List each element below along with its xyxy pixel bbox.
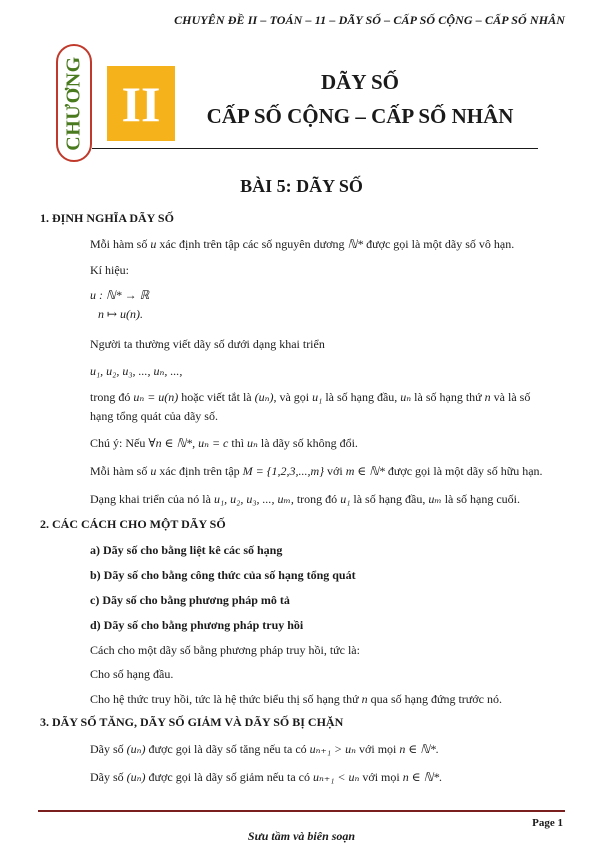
expansion-intro: Người ta thường viết dãy số dưới dạng khai triển: [90, 337, 325, 351]
chapter-badge-label: CHƯƠNG: [62, 55, 85, 151]
section-1-heading: 1. ĐỊNH NGHĨA DÃY SỐ: [40, 211, 174, 225]
notation-label: Kí hiệu:: [90, 263, 129, 277]
page-number: Page 1: [532, 817, 563, 829]
recursive-intro: Cách cho một dãy số bằng phương pháp truy hồi, tức là:: [90, 643, 360, 657]
chapter-numeral: II: [121, 75, 161, 132]
mapping-line-1: u : ℕ* → ℝ: [90, 288, 150, 302]
chapter-numeral-box: [107, 66, 175, 141]
section-2-heading: 2. CÁC CÁCH CHO MỘT DÃY SỐ: [40, 517, 226, 531]
constant-sequence-note: Chú ý: Nếu ∀n ∈ ℕ*, uₙ = c thì uₙ là dãy số không đổi.: [90, 436, 358, 450]
method-d: d) Dãy số cho bằng phương pháp truy hồi: [90, 618, 304, 632]
finite-sequence-definition: Mỗi hàm số u xác định trên tập M = {1,2,3,...,m} với m ∈ ℕ* được gọi là một dãy số hữu hạn.: [90, 464, 543, 478]
chapter-divider: [92, 148, 538, 149]
term-description-line-1: trong đó uₙ = u(n) hoặc viết tắt là (uₙ), và gọi u₁ là số hạng đầu, uₙ là số hạng thứ n và là số: [90, 390, 531, 404]
finite-expansion-form: Dạng khai triển của nó là u₁, u₂, u₃, ..., uₘ, trong đó u₁ là số hạng đầu, uₘ là số hạng cuối.: [90, 492, 521, 506]
increasing-definition: Dãy số (uₙ) được gọi là dãy số tăng nếu ta có uₙ₊₁ > uₙ với mọi n ∈ ℕ*.: [90, 742, 439, 756]
method-a: a) Dãy số cho bằng liệt kê các số hạng: [90, 543, 283, 557]
expansion-sequence: u₁, u₂, u₃, ..., uₙ, ...,: [90, 364, 183, 378]
mapping-line-2: n ↦ u(n).: [98, 307, 144, 321]
method-b: b) Dãy số cho bằng công thức của số hạng tổng quát: [90, 568, 356, 582]
footer-divider: [38, 810, 565, 812]
lesson-title: BÀI 5: DÃY SỐ: [240, 176, 363, 196]
chapter-title-line1: DÃY SỐ: [321, 70, 399, 94]
running-header: CHUYÊN ĐỀ II – TOÁN – 11 – DÃY SỐ – CẤP SỐ CỘNG – CẤP SỐ NHÂN: [174, 13, 565, 27]
footer-credit: Sưu tầm và biên soạn: [247, 829, 356, 843]
chapter-badge: [56, 44, 92, 162]
recursive-step-2: Cho hệ thức truy hồi, tức là hệ thức biểu thị số hạng thứ n qua số hạng đứng trước nó.: [90, 692, 502, 706]
method-c: c) Dãy số cho bằng phương pháp mô tả: [90, 593, 290, 607]
section-3-heading: 3. DÃY SỐ TĂNG, DÃY SỐ GIẢM VÀ DÃY SỐ BỊ CHẶN: [40, 715, 344, 729]
term-description-line-2: hạng tổng quát của dãy số.: [90, 409, 218, 423]
recursive-step-1: Cho số hạng đầu.: [90, 667, 174, 681]
definition-line: Mỗi hàm số u xác định trên tập các số nguyên dương ℕ* được gọi là một dãy số vô hạn.: [90, 237, 515, 251]
decreasing-definition: Dãy số (uₙ) được gọi là dãy số giảm nếu ta có uₙ₊₁ < uₙ với mọi n ∈ ℕ*.: [90, 770, 443, 784]
chapter-title-line2: CẤP SỐ CỘNG – CẤP SỐ NHÂN: [206, 104, 514, 128]
